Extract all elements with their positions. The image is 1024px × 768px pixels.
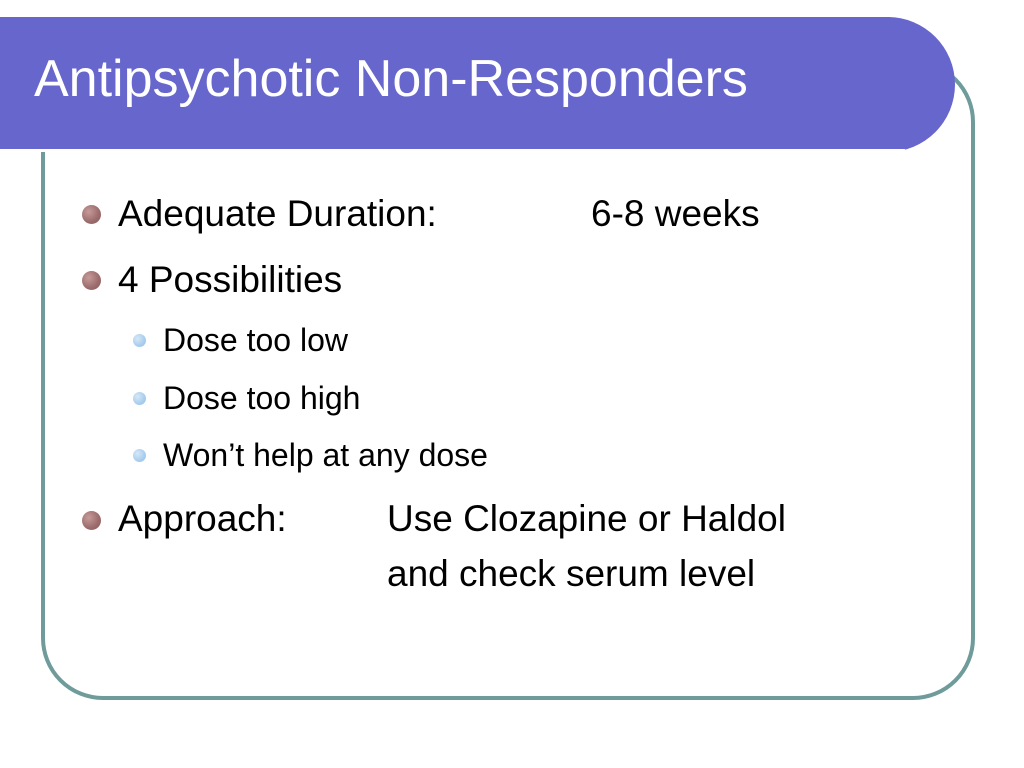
- bullet-icon: [82, 205, 101, 224]
- possibility-item: Dose too low: [163, 322, 348, 358]
- sub-bullet-icon: [133, 392, 146, 405]
- possibility-item: Won’t help at any dose: [163, 437, 488, 473]
- bullet-icon: [82, 511, 101, 530]
- duration-label: Adequate Duration:: [118, 193, 437, 234]
- bullet-icon: [82, 271, 101, 290]
- possibility-item: Dose too high: [163, 380, 361, 416]
- duration-value: 6-8 weeks: [591, 193, 760, 234]
- approach-line-1: Use Clozapine or Haldol: [387, 498, 786, 539]
- sub-bullet-icon: [133, 449, 146, 462]
- slide-title: Antipsychotic Non-Responders: [34, 50, 748, 108]
- possibilities-label: 4 Possibilities: [118, 259, 343, 300]
- approach-label: Approach:: [118, 498, 287, 539]
- approach-line-2: and check serum level: [387, 553, 756, 594]
- sub-bullet-icon: [133, 334, 146, 347]
